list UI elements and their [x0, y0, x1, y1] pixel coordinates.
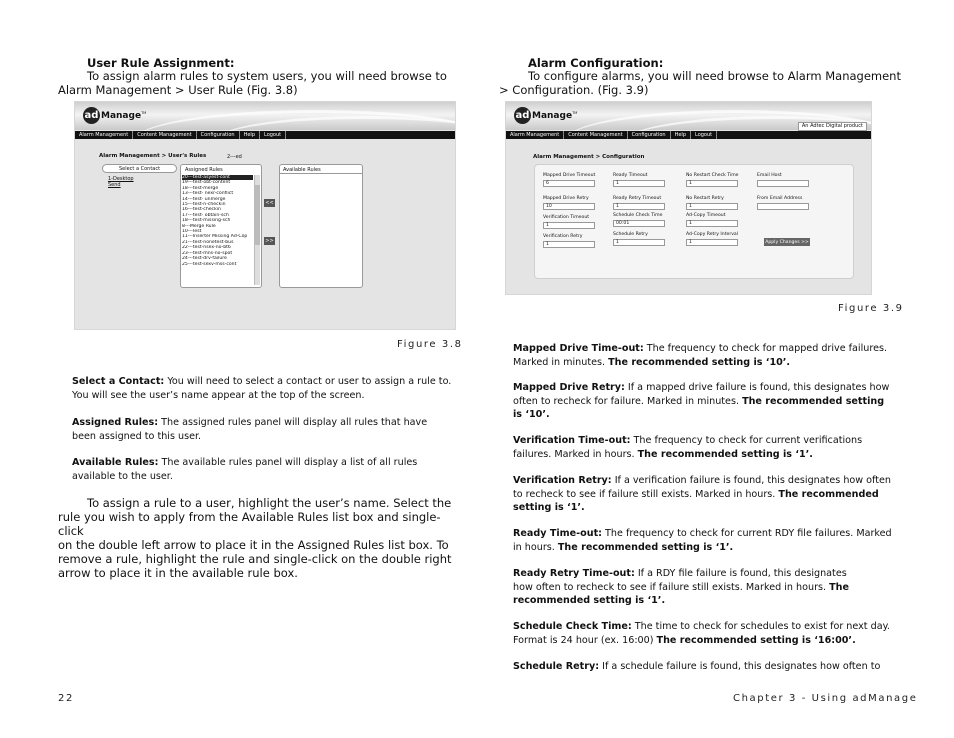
from-email-address-input[interactable] [757, 203, 809, 210]
ad-copy-timeout-input[interactable]: 1 [686, 220, 738, 227]
figure-3-9-caption: Figure 3.9 [838, 303, 904, 314]
available-rules-list[interactable] [279, 164, 363, 288]
nav-configuration[interactable]: Configuration [197, 131, 240, 139]
left-intro-line2: Alarm Management > User Rule (Fig. 3.8) [58, 83, 298, 97]
field-label: No Restart Retry [686, 196, 724, 201]
schedule-check-time-input[interactable]: 00:01 [613, 220, 665, 227]
ready-retry-timeout-input[interactable]: 1 [613, 203, 665, 210]
list-item[interactable]: 23---test-mns-no-spot [182, 250, 233, 256]
list-item[interactable]: 22---test-nsex-no-bt6 [182, 245, 231, 251]
adtec-product-badge: An Adtec Digital product [798, 122, 867, 131]
list-item[interactable]: 13---test- nexr-conflict [182, 191, 234, 197]
list-item[interactable]: 15---test-n-checkin [182, 202, 226, 208]
available-rules-title: Available Rules [283, 167, 321, 173]
def-schedule-check-time: Schedule Check Time: The time to check for schedules to exist for next day. Format is 24 hour (ex. 16:00) The recommended setting is ‘16:00’. [513, 621, 890, 646]
admanage-logo: ad Manage TM [83, 107, 146, 124]
field-label: Mapped Drive Retry [543, 196, 589, 201]
field-label: Mapped Drive Timeout [543, 173, 596, 178]
field-label: Ready Retry Timeout [613, 196, 662, 201]
def-mapped-drive-timeout: Mapped Drive Time-out: The frequency to check for mapped drive failures. Marked in minutes. The recommended setting is ‘10’. [513, 343, 888, 368]
field-label: Schedule Retry [613, 232, 648, 237]
def-verification-retry: Verification Retry: If a verification failure is found, this designates how often to recheck to see if failure still exists. Marked in hours. The recommended setting is ‘1’. [513, 475, 891, 513]
list-item[interactable]: 25---test-sexv-mss-cont [182, 261, 237, 267]
def-verification-timeout: Verification Time-out: The frequency to check for current verifications failures. Marked in hours. The recommended setting is ‘1’. [513, 435, 863, 460]
rules-list [182, 175, 253, 267]
list-item[interactable]: 20---test-asyest-cont [182, 175, 253, 180]
config-panel [534, 164, 854, 279]
def-schedule-retry: Schedule Retry: If a schedule failure is found, this designates how often to [513, 661, 881, 672]
figure-3-8-caption: Figure 3.8 [397, 339, 463, 350]
left-heading: User Rule Assignment: [87, 56, 235, 70]
list-item[interactable]: 16---test-checkin [182, 207, 221, 213]
list-item[interactable]: 14---test- unmerge [182, 196, 226, 202]
assigned-rules-title: Assigned Rules [185, 167, 223, 173]
list-item[interactable]: 24---test-drv-failure [182, 256, 227, 262]
def-ready-timeout: Ready Time-out: The frequency to check for current RDY file failures. Marked in hours. The recommended setting is ‘1’. [513, 528, 892, 553]
no-restart-retry-input[interactable]: 1 [686, 203, 738, 210]
nav-logout[interactable]: Logout [691, 131, 717, 139]
field-label: Email Host [757, 173, 782, 178]
def-available-rules: Available Rules: The available rules panel will display a list of all rules available to the user. [72, 457, 418, 482]
def-mapped-drive-retry: Mapped Drive Retry: If a mapped drive failure is found, this designates how often to recheck for failure. Marked in minutes. The recommended setting is ‘10’. [513, 382, 890, 420]
mapped-drive-timeout-input[interactable]: 6 [543, 180, 595, 187]
breadcrumb: Alarm Management > User's Rules [99, 153, 207, 159]
def-assigned-rules: Assigned Rules: The assigned rules panel will display all rules that have been assigned to this user. [72, 417, 428, 442]
move-right-button[interactable]: >> [265, 238, 274, 244]
nav-content-management[interactable]: Content Management [564, 131, 627, 139]
mapped-drive-retry-input[interactable]: 10 [543, 203, 595, 210]
apply-changes-button[interactable]: Apply Changes >> [765, 239, 809, 245]
field-label: Ad-Copy Timeout [686, 213, 726, 218]
breadcrumb: Alarm Management > Configuration [533, 154, 645, 160]
field-label: Ready Timeout [613, 173, 648, 178]
field-label: Verification Timeout [543, 215, 590, 220]
right-intro-line2: > Configuration. (Fig. 3.9) [499, 83, 649, 97]
list-item[interactable]: 18---test-merge [182, 185, 219, 191]
nav-alarm-management[interactable]: Alarm Management [506, 131, 564, 139]
list-item[interactable]: 17---test- obtain-sch [182, 212, 229, 218]
field-label: Schedule Check Time [613, 213, 663, 218]
right-intro-line1: To configure alarms, you will need browse to Alarm Management [528, 69, 901, 83]
left-intro-line1: To assign alarm rules to system users, you will need browse to [87, 69, 447, 83]
nav-help[interactable]: Help [240, 131, 260, 139]
admanage-logo: ad Manage TM [514, 107, 577, 124]
chapter-footer: Chapter 3 - Using adManage [733, 693, 918, 704]
field-label: Ad-Copy Retry Interval [686, 232, 739, 237]
list-item[interactable]: 18---test-missing-sch [182, 218, 231, 224]
def-ready-retry-timeout: Ready Retry Time-out: If a RDY file failure is found, this designates how often to recheck to see if failure still exists. Marked in hours. The recommended setting is ‘1’. [513, 568, 850, 606]
list-item[interactable]: 10---Test [182, 229, 202, 235]
field-label: From Email Address [757, 196, 803, 201]
move-left-button[interactable]: << [265, 200, 274, 206]
field-label: Verification Retry [543, 234, 583, 239]
tree-item-desktop[interactable]: 1-Desktop [108, 176, 134, 182]
field-label: No Restart Check Time [686, 173, 739, 178]
top-nav [506, 131, 871, 139]
list-item[interactable]: 11---Inserter Missing Ad-Cop [182, 234, 248, 240]
left-instructions: To assign a rule to a user, highlight the user’s name. Select the rule you wish to apply from the Available Rules list box and single-click on the double left arrow to place it in the Assigned Rules list box. To remove a rule, highlight the rule and single-click on the double right arrow to place it in the available rule box. [58, 496, 452, 580]
verification-timeout-input[interactable]: 1 [543, 222, 595, 229]
nav-configuration[interactable]: Configuration [628, 131, 671, 139]
schedule-retry-input[interactable]: 1 [613, 239, 665, 246]
no-restart-check-time-input[interactable]: 1 [686, 180, 738, 187]
nav-content-management[interactable]: Content Management [133, 131, 196, 139]
nav-help[interactable]: Help [671, 131, 691, 139]
email-host-input[interactable] [757, 180, 809, 187]
scrollbar[interactable] [254, 175, 260, 285]
ad-copy-retry-interval-input[interactable]: 1 [686, 239, 738, 246]
page-number: 22 [58, 693, 74, 704]
tree-item-send[interactable]: Send [108, 182, 121, 188]
assigned-rules-list[interactable] [180, 164, 262, 288]
verification-retry-input[interactable]: 1 [543, 241, 595, 248]
list-item[interactable]: 19---test-obt-content [182, 180, 231, 186]
figure-3-9-screenshot [505, 101, 872, 295]
select-contact-button[interactable]: Select a Contact [102, 164, 177, 173]
figure-3-8-screenshot [74, 101, 456, 330]
nav-alarm-management[interactable]: Alarm Management [75, 131, 133, 139]
list-item[interactable]: 21---test-nonetest-bus [182, 239, 234, 245]
def-select-contact: Select a Contact: You will need to select a contact or user to assign a rule to. You will see the user’s name appear at the top of the screen. [72, 376, 452, 401]
nav-logout[interactable]: Logout [260, 131, 286, 139]
top-nav [75, 131, 455, 139]
list-item[interactable]: 8---Merge Rule [182, 223, 216, 229]
ready-timeout-input[interactable]: 1 [613, 180, 665, 187]
right-heading: Alarm Configuration: [528, 56, 664, 70]
user-label: 2---ed [227, 154, 242, 160]
